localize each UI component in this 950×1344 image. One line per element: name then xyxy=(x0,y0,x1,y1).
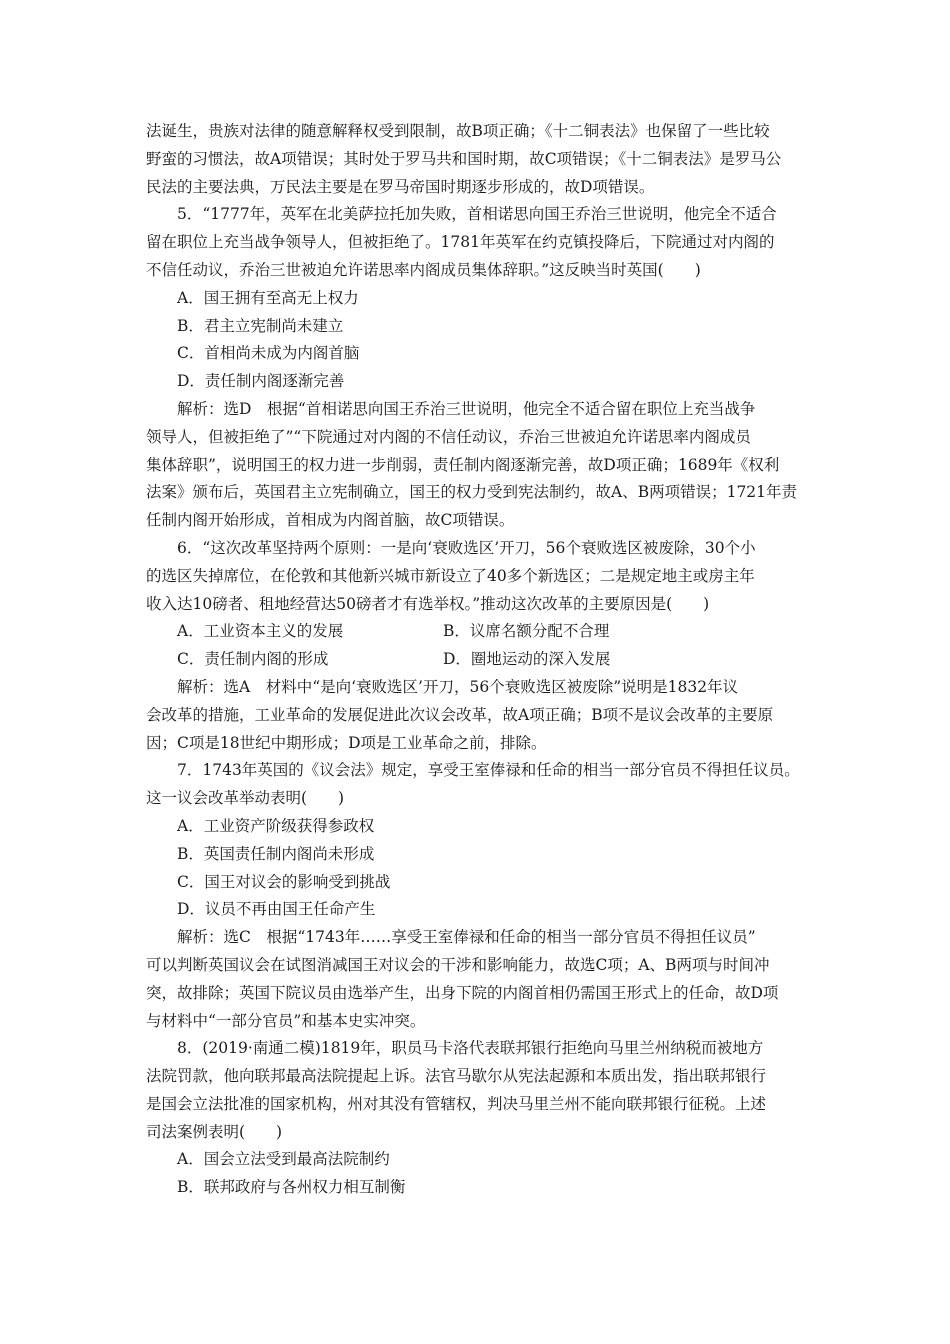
option-left: A．工业资本主义的发展 xyxy=(177,622,344,641)
text-line: 法案》颁布后，英国君主立宪制确立，国王的权力受到宪法制约，故A、B两项错误；1721年责 xyxy=(146,483,798,502)
option-row xyxy=(146,646,826,674)
text-line: 收入达10磅者、租地经营达50磅者才有选举权。”推动这次改革的主要原因是( ) xyxy=(146,594,710,613)
text-line: A．国王拥有至高无上权力 xyxy=(177,288,359,307)
option-right: B．议席名额分配不合理 xyxy=(443,622,610,641)
text-line: D．议员不再由国王任命产生 xyxy=(177,900,376,919)
text-line: 任制内阁开始形成，首相成为内阁首脑，故C项错误。 xyxy=(146,511,515,530)
text-line: 法诞生，贵族对法律的随意解释权受到限制，故B项正确；《十二铜表法》也保留了一些比较 xyxy=(146,122,770,140)
text-line: 这一议会改革举动表明( ) xyxy=(146,789,345,808)
text-line: 解析：选C 根据“1743年……享受王室俸禄和任命的相当一部分官员不得担任议员” xyxy=(177,928,756,947)
document-page xyxy=(146,118,826,1202)
text-line: 野蛮的习惯法，故A项错误；其时处于罗马共和国时期，故C项错误；《十二铜表法》是罗马公 xyxy=(146,149,782,168)
text-line: 领导人，但被拒绝了”“下院通过对内阁的不信任动议，乔治三世被迫允许诺思率内阁成员 xyxy=(146,427,751,446)
text-line: 不信任动议，乔治三世被迫允许诺思率内阁成员集体辞职。”这反映当时英国( ) xyxy=(146,260,701,279)
option-row xyxy=(146,618,826,646)
text-line: A．国会立法受到最高法院制约 xyxy=(177,1150,390,1169)
text-line: 8．(2019·南通二模)1819年，职员马卡洛代表联邦银行拒绝向马里兰州纳税而被地方 xyxy=(177,1039,764,1058)
text-line: B．英国责任制内阁尚未形成 xyxy=(177,844,375,863)
text-line: D．责任制内阁逐渐完善 xyxy=(177,372,345,391)
text-line: C．首相尚未成为内阁首脑 xyxy=(177,344,360,363)
text-line: 7．1743年英国的《议会法》规定，享受王室俸禄和任命的相当一部分官员不得担任议员。 xyxy=(177,761,800,780)
text-line: 法院罚款，他向联邦最高法院提起上诉。法官马歇尔从宪法起源和本质出发，指出联邦银行 xyxy=(146,1067,767,1086)
text-line: 6．“这次改革坚持两个原则：一是向‘衰败选区’开刀，56个衰败选区被废除，30个小 xyxy=(177,538,756,557)
text-line: 因；C项是18世纪中期形成；D项是工业革命之前，排除。 xyxy=(146,733,547,752)
text-line: 集体辞职”，说明国王的权力进一步削弱，责任制内阁逐渐完善，故D项正确；1689年《权利 xyxy=(146,455,780,474)
text-line: 解析：选D 根据“首相诺思向国王乔治三世说明，他完全不适合留在职位上充当战争 xyxy=(177,399,756,418)
option-left: C．责任制内阁的形成 xyxy=(177,650,329,669)
text-line: B．联邦政府与各州权力相互制衡 xyxy=(177,1178,406,1197)
text-line: 解析：选A 材料中“是向‘衰败选区’开刀，56个衰败选区被废除”说明是1832年议 xyxy=(177,677,739,696)
text-line: 会改革的措施，工业革命的发展促进此次议会改革，故A项正确；B项不是议会改革的主要原 xyxy=(146,705,774,724)
text-line: 与材料中“一部分官员”和基本史实冲突。 xyxy=(146,1011,426,1030)
text-line: 可以判断英国议会在试图消减国王对议会的干涉和影响能力，故选C项；A、B两项与时间冲 xyxy=(146,955,770,974)
text-line: 留在职位上充当战争领导人，但被拒绝了。1781年英军在约克镇投降后，下院通过对内阁的 xyxy=(146,233,775,252)
option-right: D．圈地运动的深入发展 xyxy=(443,650,611,669)
text-line: 民法的主要法典，万民法主要是在罗马帝国时期逐步形成的，故D项错误。 xyxy=(146,177,655,196)
text-line: C．国王对议会的影响受到挑战 xyxy=(177,872,391,891)
text-line: B．君主立宪制尚未建立 xyxy=(177,316,344,335)
text-line: 5．“1777年，英军在北美萨拉托加失败，首相诺思向国王乔治三世说明，他完全不适合 xyxy=(177,205,777,224)
text-line: 司法案例表明( ) xyxy=(146,1122,283,1141)
text-line: A．工业资产阶级获得参政权 xyxy=(177,816,375,835)
text-line: 突，故排除；英国下院议员由选举产生，出身下院的内阁首相仍需国王形式上的任命，故D项 xyxy=(146,983,779,1002)
text-line: 是国会立法批准的国家机构，州对其没有管辖权，判决马里兰州不能向联邦银行征税。上述 xyxy=(146,1094,767,1113)
text-line: 的选区失掉席位，在伦敦和其他新兴城市新设立了40多个新选区；二是规定地主或房主年 xyxy=(146,566,755,585)
